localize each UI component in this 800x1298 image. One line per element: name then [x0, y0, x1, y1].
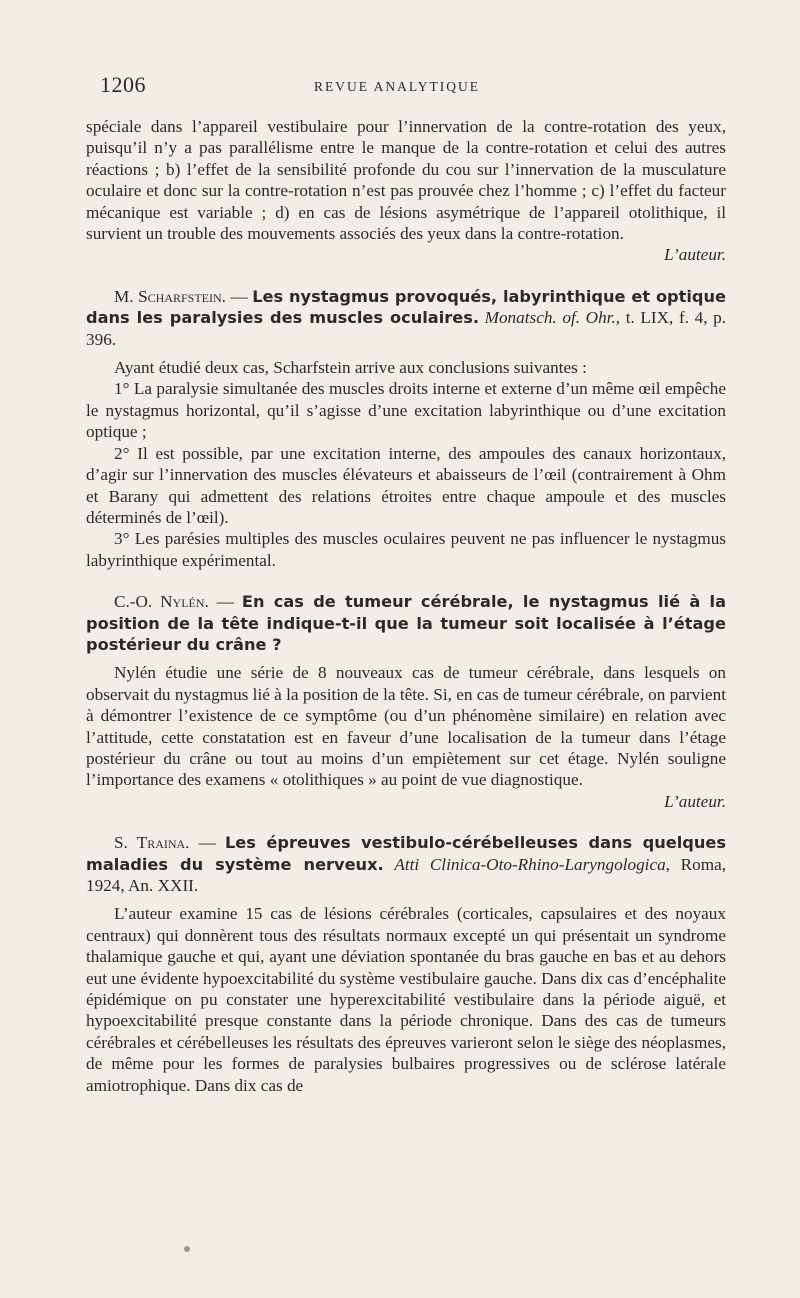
entry-source-journal: Atti Clinica-Oto-Rhino-Laryngologica,	[394, 854, 670, 874]
entry-source-ref: t. LIX, f. 4, p. 396.	[86, 308, 727, 349]
entry-paragraph: Ayant étudié deux cas, Scharfstein arrive aux conclusions suivantes :	[114, 358, 587, 378]
entry-body	[86, 903, 726, 1096]
journal-title: REVUE ANALYTIQUE	[314, 79, 481, 94]
entry-title: Les nystagmus provoqués, labyrinthique et optique dans les paralysies des muscles oculaires.	[86, 286, 727, 328]
entry-title: Les épreuves vestibulo-cérébelleuses dans quelques maladies du système nerveux.	[86, 833, 727, 874]
entry-heading	[86, 591, 726, 655]
entry-paragraph: 3° Les parésies multiples des muscles oculaires peuvent ne pas influencer le nystagmus labyrinthique expérimental.	[86, 529, 726, 570]
entry-dash: —	[198, 833, 216, 853]
article-continuation	[86, 116, 726, 266]
entry-body	[86, 662, 726, 812]
entry-paragraph: Nylén étudie une série de 8 nouveaux cas de tumeur cérébrale, dans lesquels on observait du nystagmus lié à la position de la tête. Si, en cas de tumeur cérébrale, on parvient à démontrer l’existence de ce symptôme (ou d’un phénomène similaire) en relation avec l’attitude, cette constatation est en faveur d’une localisation de la tumeur dans l’étage postérieur du crâne ou tout au moins d’un empiètement sur cet étage. Nylén souligne l’importance des examens « otolithiques » au point de vue diagnostique.	[86, 663, 726, 790]
entry-source-ref: Roma, 1924, An. XXII.	[86, 854, 726, 895]
entry-author: C.-O. Nylén.	[114, 592, 209, 612]
entry-dash: —	[216, 592, 234, 612]
entry-heading	[86, 286, 726, 350]
continuation-paragraph: spéciale dans l’appareil vestibulaire pour l’innervation de la contre-rotation des yeux, puisqu’il n’y a pas parallélisme entre le manque de la contre-rotation et celui des autres réactions ; b) l’effet de la sensibilité profonde du cou sur l’innervation de la musculature oculaire et donc sur la contre-rotation n’est pas prouvée chez l’homme ; c) l’effet du facteur mécanique est variable ; d) en cas de lésions asymétrique de l’appareil otolithique, il survient un trouble des mouvements associés des yeux dans la contre-rotation.	[86, 117, 726, 244]
paper-speck	[184, 1246, 190, 1252]
entry-body	[86, 357, 726, 571]
review-entry-scharfstein	[86, 286, 726, 571]
entry-paragraph: 2° Il est possible, par une excitation interne, des ampoules des canaux horizontaux, d’agir sur l’innervation des muscles élévateurs et abaisseurs de l’œil (contrairement à Ohm et Barany qui admettent des relations étroites entre chaque ampoule et des muscles déterminés de l’œil).	[86, 443, 726, 527]
continuation-signature: L’auteur.	[664, 245, 726, 265]
journal-page	[86, 72, 726, 1096]
review-entry-traina	[86, 832, 726, 1096]
entry-paragraph: 1° La paralysie simultanée des muscles droits interne et externe d’un même œil empêche le nystagmus horizontal, qu’il s’agisse d’une excitation labyrinthique ou d’une excitation optique ;	[86, 379, 726, 442]
entry-dash: —	[230, 286, 248, 306]
entry-paragraph: L’auteur examine 15 cas de lésions cérébrales (corticales, capsulaires et des noyaux centraux) qui donnèrent tous des résultats normaux excepté un qui présentait un syndrome thalamique gauche et qui, ayant une déviation spontanée du bras gauche en bas et au dehors eut une évidente hypoexcitabilité du système vestibulaire gauche. Dans dix cas d’encéphalite épidémique on pu constater une hyperexcitabilité vestibulaire dans la période aiguë, et hypoexcitabilité presque constante dans la période chronique. Dans des cas de tumeurs cérébrales et cérébelleuses les résultats des épreuves varieront selon le siège des néoplasmes, de même pour les formes de paralysies bulbaires progressives ou de sclérose latérale amiotrophique. Dans dix cas de	[86, 904, 726, 1095]
entry-signature: L’auteur.	[664, 791, 726, 811]
review-entry-nylen	[86, 591, 726, 812]
entry-author: M. Scharfstein.	[114, 286, 226, 306]
entry-heading	[86, 832, 726, 896]
entry-source-journal: Monatsch. of. Ohr.,	[484, 308, 621, 328]
entry-title: En cas de tumeur cérébrale, le nystagmus lié à la position de la tête indique-t-il que la tumeur soit localisée à l’étage postérieur du crâne ?	[86, 592, 726, 654]
running-head	[86, 72, 726, 106]
page-number: 1206	[100, 72, 146, 97]
entry-author: S. Traina.	[114, 833, 190, 853]
entry-signature-line	[86, 791, 726, 812]
